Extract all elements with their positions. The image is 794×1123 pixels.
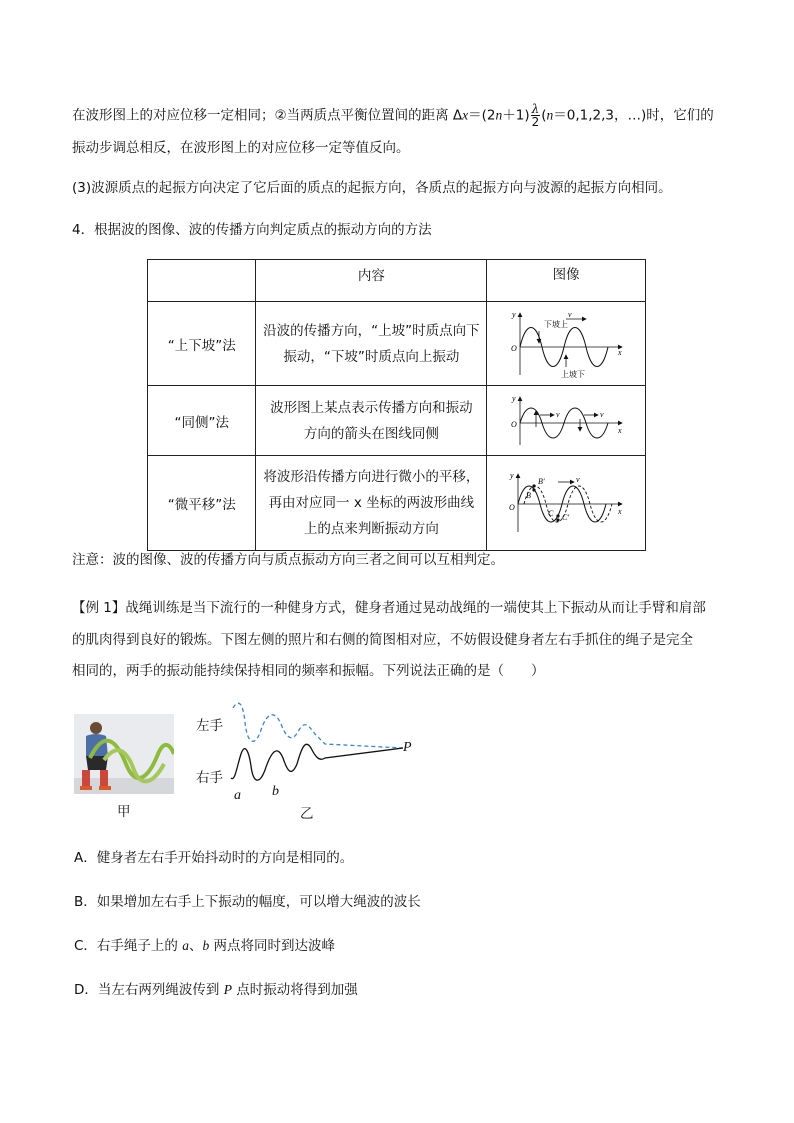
shift-wave-figure [504,470,628,536]
option-c-sep: 、 [188,938,203,954]
svg-text:y: y [512,393,516,403]
content-line: 方向的箭头在图线同侧 [303,425,439,442]
svg-text:y: y [512,309,516,319]
lambda-half-fraction [531,103,541,128]
method-name-updown: “上下坡”法 [148,302,256,386]
svg-text:C′: C′ [562,513,570,522]
svg-text:y: y [510,471,514,480]
diagram-caption: 乙 [300,806,314,822]
svg-text:O: O [511,419,517,429]
svg-text:v: v [556,409,560,419]
svg-text:下坡上: 下坡上 [544,319,569,329]
method-name-shift: “微平移”法 [148,456,256,551]
header-cell-figure: 图像 [487,260,646,302]
battle-rope-photo-illustration [74,714,174,794]
table-row [148,386,646,456]
option-d-text: D．当左右两列绳波传到 [74,982,224,998]
example-line1: 【例 1】战绳训练是当下流行的一种健身方式，健身者通过晃动战绳的一端使其上下振动从而让手臂和肩部 [72,600,706,616]
para1-line1 [72,103,714,128]
sameside-wave-figure [506,393,626,449]
svg-text:x: x [618,507,622,516]
content-line: 波形图上某点表示传播方向和振动 [270,399,473,416]
content-line: 再由对应同一 x 坐标的两波形曲线 [268,495,475,511]
svg-text:x: x [618,347,622,357]
svg-text:B′: B′ [538,477,545,486]
svg-text:B: B [526,491,531,500]
method-name-sameside: “同侧”法 [148,386,256,456]
var-x: x [462,107,469,123]
svg-text:v: v [568,309,572,319]
svg-text:x: x [618,425,622,435]
para1-line2: 振动步调总相反，在波形图上的对应位移一定等值反向。 [72,140,410,156]
content-line: 振动，“下坡”时质点向上振动 [283,348,460,365]
para1-text-d: ( [541,107,547,124]
para1-text-c: ＋1) [502,107,530,124]
option-c-point-b: b [202,938,210,953]
figure-cell-shift [487,456,646,551]
option-c[interactable] [74,936,335,956]
example-line3: 相同的，两手的振动能持续保持相同的频率和振幅。下列说法正确的是（ ） [72,663,545,679]
para2: (3)波源质点的起振方向决定了它后面的质点的起振方向，各质点的起振方向与波源的起振方向相同。 [72,180,672,196]
fraction-denominator: 2 [531,115,540,129]
method-content-shift [256,456,487,551]
option-c-text: C．右手绳子上的 [74,938,183,954]
svg-text:C: C [548,509,554,518]
content-line: 上的点来判断振动方向 [303,521,439,537]
option-c-text-end: 两点将同时到达波峰 [209,938,336,954]
right-hand-label: 右手 [196,770,223,786]
var-n: n [495,107,503,123]
point-b-label: b [272,784,279,799]
svg-text:v: v [576,475,580,484]
example-line2: 的肌肉得到良好的锻炼。下图左侧的照片和右侧的简图相对应，不妨假设健身者左右手抓住的绳子是完全 [72,632,693,648]
content-line: 将波形沿传播方向进行微小的平移， [263,469,480,485]
figure-cell-updown [487,302,646,386]
para1-text-e: ＝0,1,2,3，…)时，它们的 [553,107,714,124]
svg-text:O: O [509,503,515,512]
header-cell-content: 内容 [256,260,487,302]
method-content-sameside [256,386,487,456]
option-d-text-end: 点时振动将得到加强 [231,982,358,998]
para1-text-b: ＝(2 [468,107,496,124]
svg-text:O: O [511,343,517,353]
method-content-updown [256,302,487,386]
table-row [148,302,646,386]
method-table [147,259,646,551]
para1-text-a: 在波形图上的对应位移一定相同；②当两质点平衡位置间的距离 Δ [72,107,463,124]
header-cell-method [148,260,256,302]
option-a[interactable]: A．健身者左右手开始抖动时的方向是相同的。 [74,850,354,866]
var-n-2: n [546,107,554,123]
point-a-label: a [234,788,241,803]
option-b[interactable]: B．如果增加左右手上下振动的幅度，可以增大绳波的波长 [74,894,421,910]
option-d[interactable] [74,980,358,1000]
photo-battle-rope [74,714,174,794]
point-p-label: P [403,740,412,755]
heading-4: 4．根据波的图像、波的传播方向判定质点的振动方向的方法 [72,222,432,238]
left-hand-label: 左手 [196,718,223,734]
figure-cell-sameside [487,386,646,456]
rope-wave-diagram [225,700,425,800]
svg-text:上坡下: 上坡下 [561,369,586,379]
option-d-point-p: P [223,982,232,997]
fraction-numerator: λ [531,102,540,116]
content-line: 沿波的传播方向，“上坡”时质点向下 [263,322,480,339]
table-row [148,456,646,551]
photo-caption: 甲 [117,804,131,820]
table-header-row [148,260,646,302]
option-c-point-a: a [182,938,189,953]
updown-wave-figure [506,309,626,379]
svg-text:v: v [600,409,604,419]
note: 注意：波的图像、波的传播方向与质点振动方向三者之间可以互相判定。 [72,552,504,568]
